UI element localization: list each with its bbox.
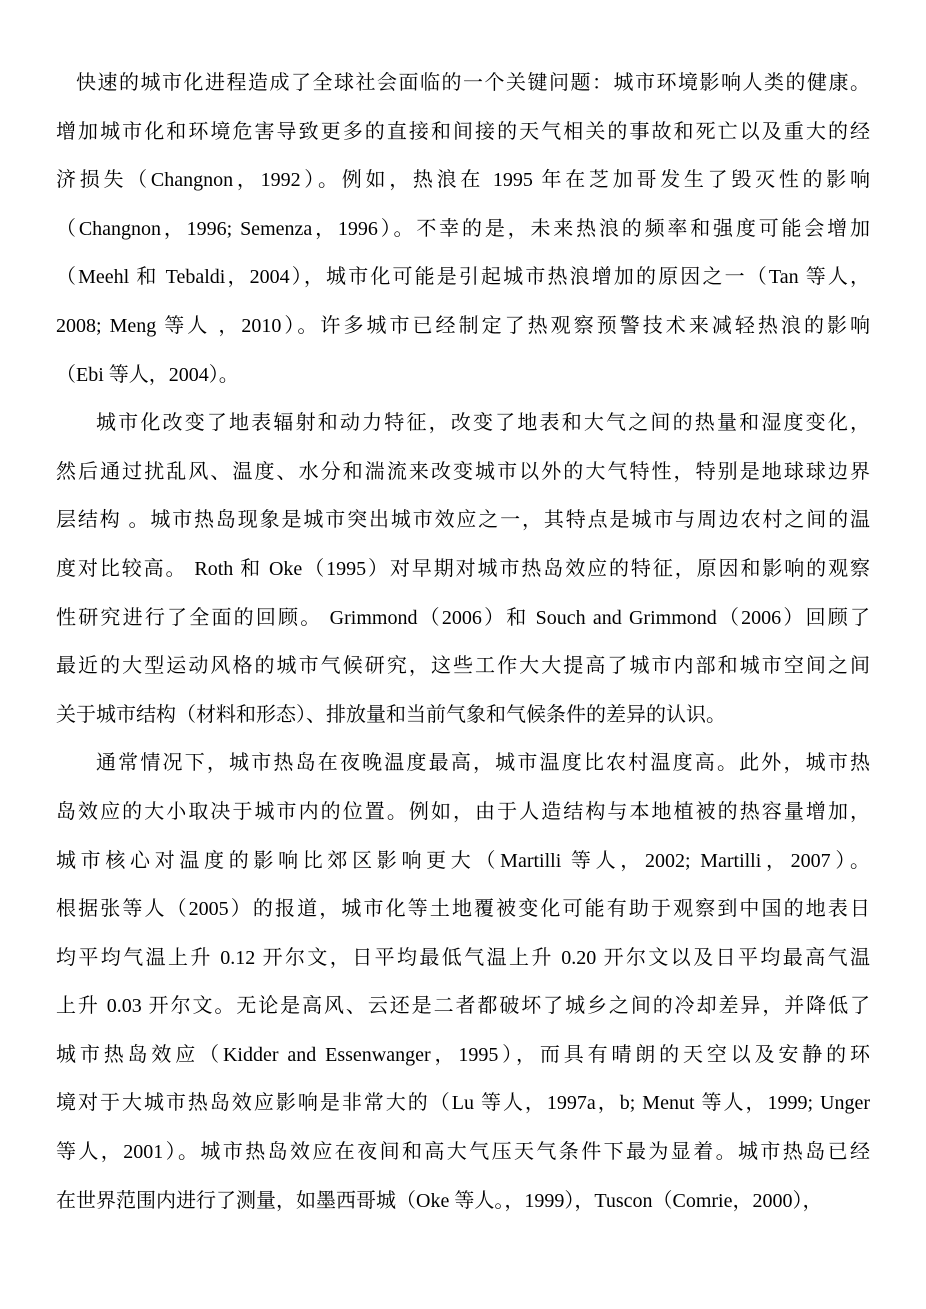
text-line: （Ebi 等人，2004）。	[56, 363, 239, 386]
document-body	[56, 59, 870, 1225]
text-line: 度对比较高。 Roth 和 Oke（1995）对早期对城市热岛效应的特征，原因和影响的观察	[56, 557, 870, 580]
text-line: （Changnon，1996; Semenza，1996）。不幸的是，未来热浪的频率和强度可能会增加	[56, 217, 870, 240]
paragraph-3	[56, 739, 870, 1225]
text-line: 济损失（Changnon，1992）。例如，热浪在 1995 年在芝加哥发生了毁灭性的影响	[56, 169, 870, 192]
text-line: 然后通过扰乱风、温度、水分和湍流来改变城市以外的大气特性，特别是地球球边界	[56, 460, 870, 483]
text-line: 在世界范围内进行了测量，如墨西哥城（Oke 等人。，1999），Tuscon（Comrie，2000），	[56, 1189, 823, 1212]
paragraph-1	[56, 59, 870, 399]
text-line: 岛效应的大小取决于城市内的位置。例如，由于人造结构与本地植被的热容量增加，	[56, 800, 870, 823]
paragraph-2	[56, 399, 870, 739]
text-line: 根据张等人（2005）的报道，城市化等土地覆被变化可能有助于观察到中国的地表日	[56, 898, 870, 921]
text-line: 境对于大城市热岛效应影响是非常大的（Lu 等人，1997a，b; Menut 等人，1999; Unger	[56, 1092, 870, 1115]
text-line: 层结构 。城市热岛现象是城市突出城市效应之一，其特点是城市与周边农村之间的温	[56, 509, 870, 532]
text-line: 等人，2001）。城市热岛效应在夜间和高大气压天气条件下最为显着。城市热岛已经	[56, 1141, 870, 1164]
text-line: 2008; Meng 等人 ，2010）。许多城市已经制定了热观察预警技术来减轻热浪的影响	[56, 314, 870, 337]
text-line: 最近的大型运动风格的城市气候研究，这些工作大大提高了城市内部和城市空间之间	[56, 655, 870, 678]
text-line: 增加城市化和环境危害导致更多的直接和间接的天气相关的事故和死亡以及重大的经	[56, 120, 870, 143]
text-line: （Meehl 和 Tebaldi，2004），城市化可能是引起城市热浪增加的原因之一（Tan 等人，	[56, 266, 870, 289]
text-line: 快速的城市化进程造成了全球社会面临的一个关键问题：城市环境影响人类的健康。	[76, 72, 870, 94]
text-line: 上升 0.03 开尔文。无论是高风、云还是二者都破坏了城乡之间的冷却差异，并降低了	[56, 995, 870, 1018]
text-line: 城市核心对温度的影响比郊区影响更大（Martilli 等人，2002; Martilli，2007）。	[56, 849, 870, 872]
text-line: 城市化改变了地表辐射和动力特征，改变了地表和大气之间的热量和湿度变化，	[96, 412, 870, 435]
text-line: 城市热岛效应（Kidder and Essenwanger，1995），而具有晴朗的天空以及安静的环	[56, 1043, 870, 1066]
text-line: 性研究进行了全面的回顾。 Grimmond（2006）和 Souch and Grimmond（2006）回顾了	[56, 606, 870, 629]
text-line: 关于城市结构（材料和形态）、排放量和当前气象和气候条件的差异的认识。	[56, 703, 726, 726]
text-line: 均平均气温上升 0.12 开尔文，日平均最低气温上升 0.20 开尔文以及日平均最高气温	[56, 946, 870, 969]
text-line: 通常情况下，城市热岛在夜晚温度最高，城市温度比农村温度高。此外，城市热	[96, 752, 870, 775]
